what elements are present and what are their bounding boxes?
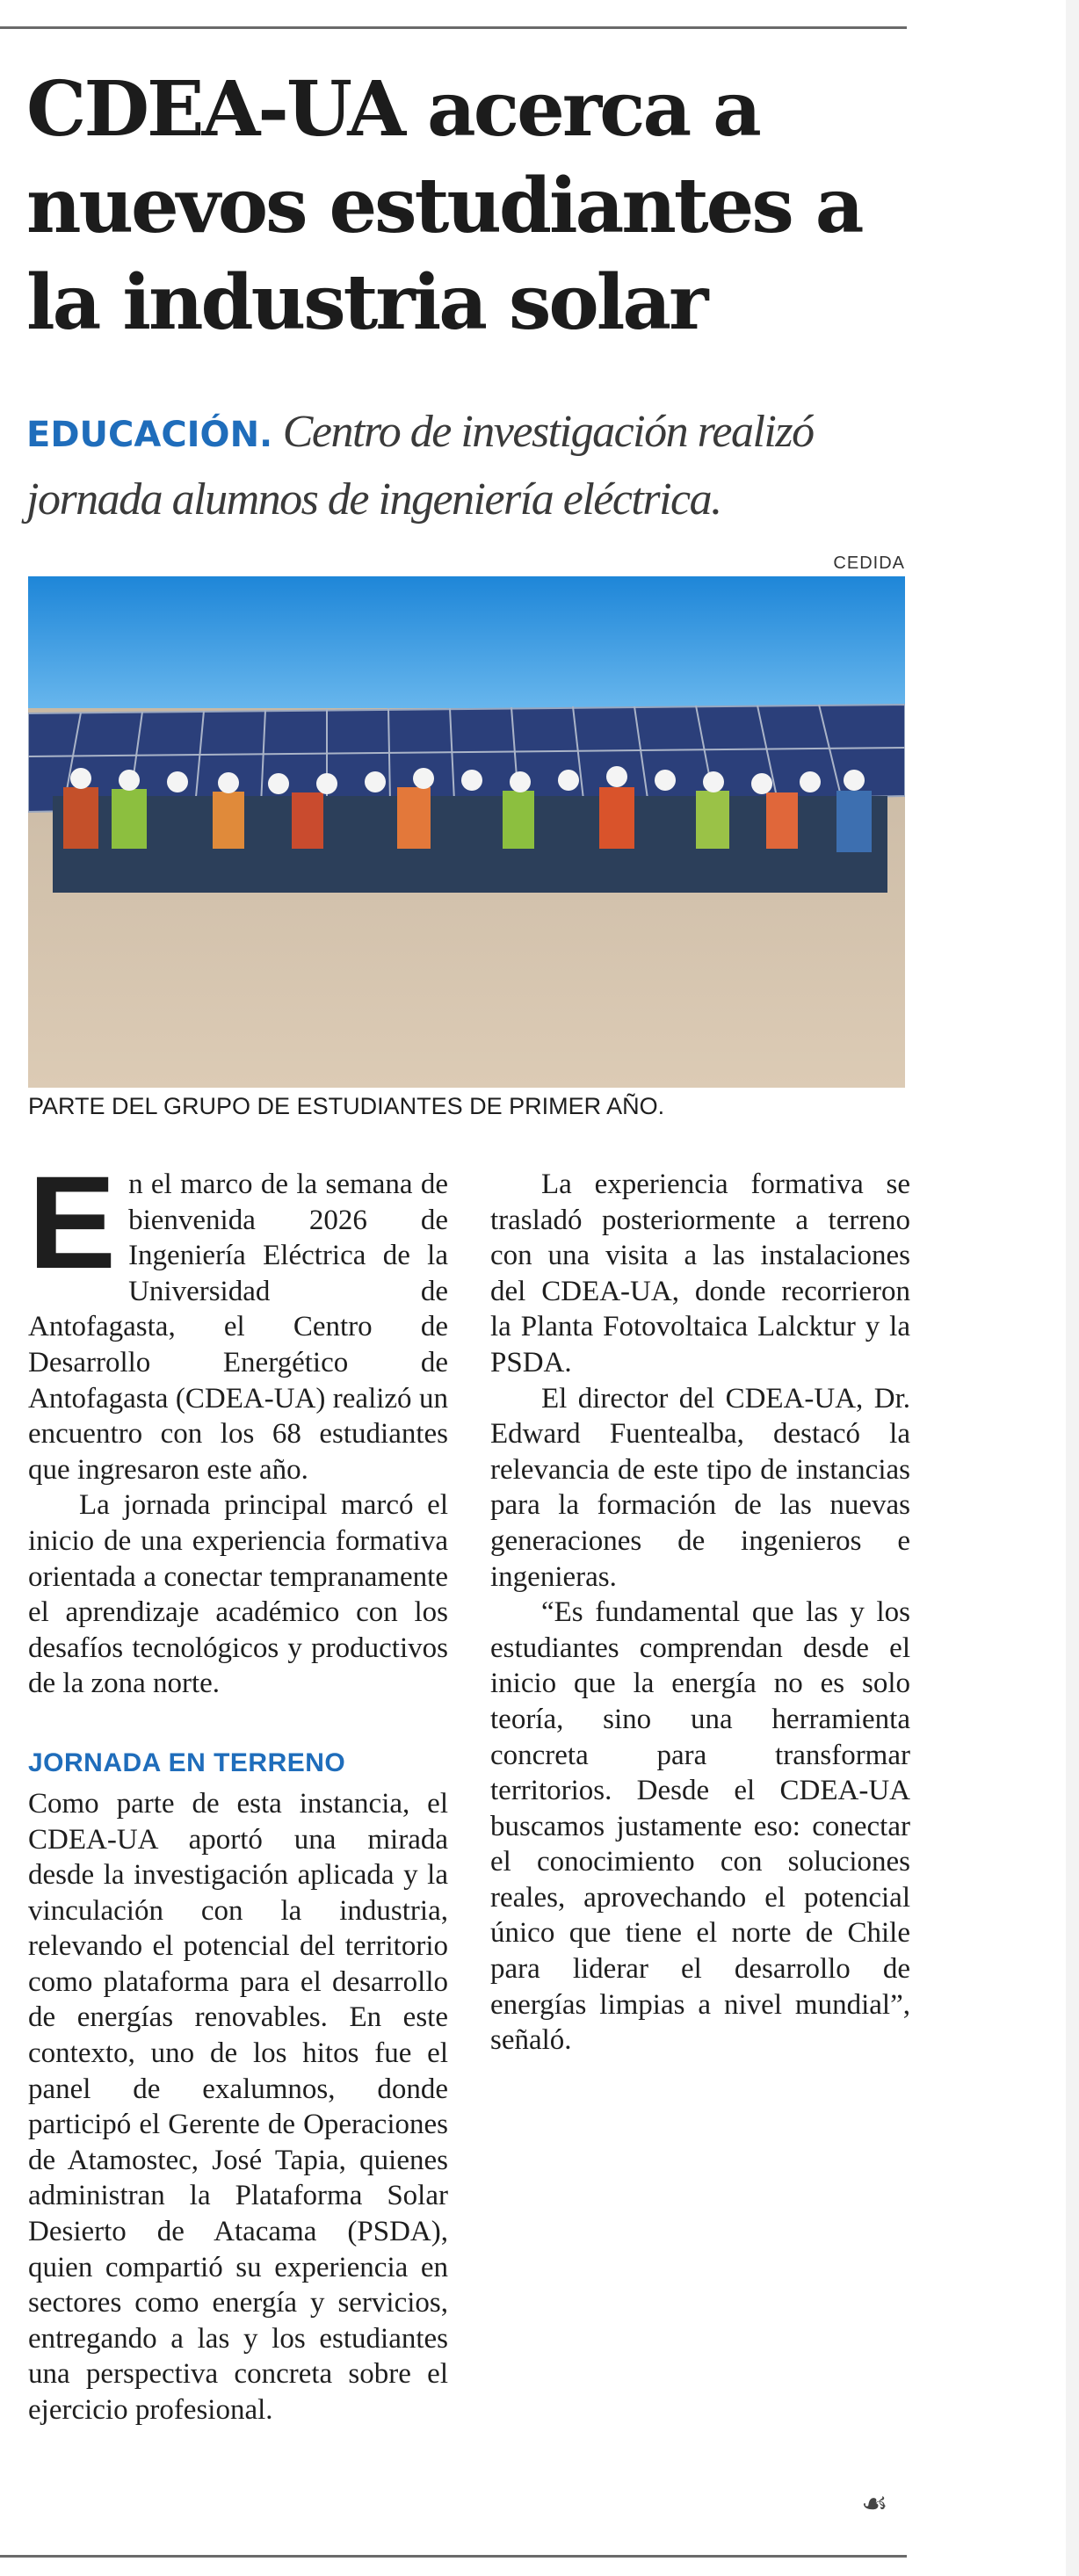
drop-cap: E <box>28 1148 117 1296</box>
deck-text: Centro de investigación realizó jornada alumnos de ingeniería eléctrica. <box>26 407 814 525</box>
top-rule <box>0 26 907 29</box>
subhead: JORNADA EN TERRENO <box>28 1747 346 1777</box>
paragraph-4: La experiencia formativa se trasladó posteriormente a terreno con una visita a las instalaciones del CDEA-UA, donde recorrieron la Planta Fotovoltaica Lalcktur y la PSDA. <box>490 1169 910 1378</box>
end-mark-icon: ☙ <box>861 2486 888 2522</box>
photo-caption: PARTE DEL GRUPO DE ESTUDIANTES DE PRIMER AÑO. <box>28 1093 665 1119</box>
paragraph-6: “Es fundamental que las y los estudiantes comprendan desde el inicio que la energía no es solo teoría, sino una herramienta concreta para transformar territorios. Desde el CDEA-UA buscamos justamente eso: conectar el conocimiento con soluciones reales, aprovechando el potencial único que tiene el norte de Chile para liderar el desarrollo de energías limpias a nivel mundial”, señaló. <box>490 1596 910 2057</box>
paragraph-3: Como parte de esta instancia, el CDEA-UA aportó una mirada desde la investigación aplicada y la vinculación con la industria, relevando el potencial del territorio como plataforma para el desarrollo de energías renovables. En este contexto, uno de los hitos fue el panel de exalumnos, donde participó el Gerente de Operaciones de Atamostec, José Tapia, quienes administran la Plataforma Solar Desierto de Atacama (PSDA), quien compartió su experiencia en sectores como energía y servicios, entregando a las y los estudiantes una perspectiva concreta sobre el ejercicio profesional. <box>28 1787 448 2426</box>
bottom-rule <box>0 2555 907 2558</box>
paragraph-2: La jornada principal marcó el inicio de una experiencia formativa orientada a conectar tempranamente el aprendizaje académico con los desafíos tecnológicos y productivos de la zona norte. <box>28 1489 448 1700</box>
text-column-right <box>490 1167 910 2059</box>
group-photo <box>28 576 905 1088</box>
headline: CDEA-UA acerca a nuevos estudiantes a la industria solar <box>26 65 862 347</box>
page-edge <box>1066 0 1079 2576</box>
deck <box>26 400 914 532</box>
section-kicker: EDUCACIÓN. <box>26 415 273 455</box>
photo-credit: CEDIDA <box>833 554 905 573</box>
text-column-left <box>28 1148 448 2428</box>
student-group <box>53 766 887 893</box>
paragraph-1: En el marco de la semana de bienvenida 2026 de Ingeniería Eléctrica de la Universidad de Antofagasta, el Centro de Desarrollo Energético de Antofagasta (CDEA-UA) realizó un encuentro con los 68 estudiantes que ingresaron este año. <box>28 1148 448 1486</box>
paragraph-5: El director del CDEA-UA, Dr. Edward Fuentealba, destacó la relevancia de este tipo de instancias para la formación de las nuevas generaciones de ingenieros e ingenieras. <box>490 1382 910 1593</box>
